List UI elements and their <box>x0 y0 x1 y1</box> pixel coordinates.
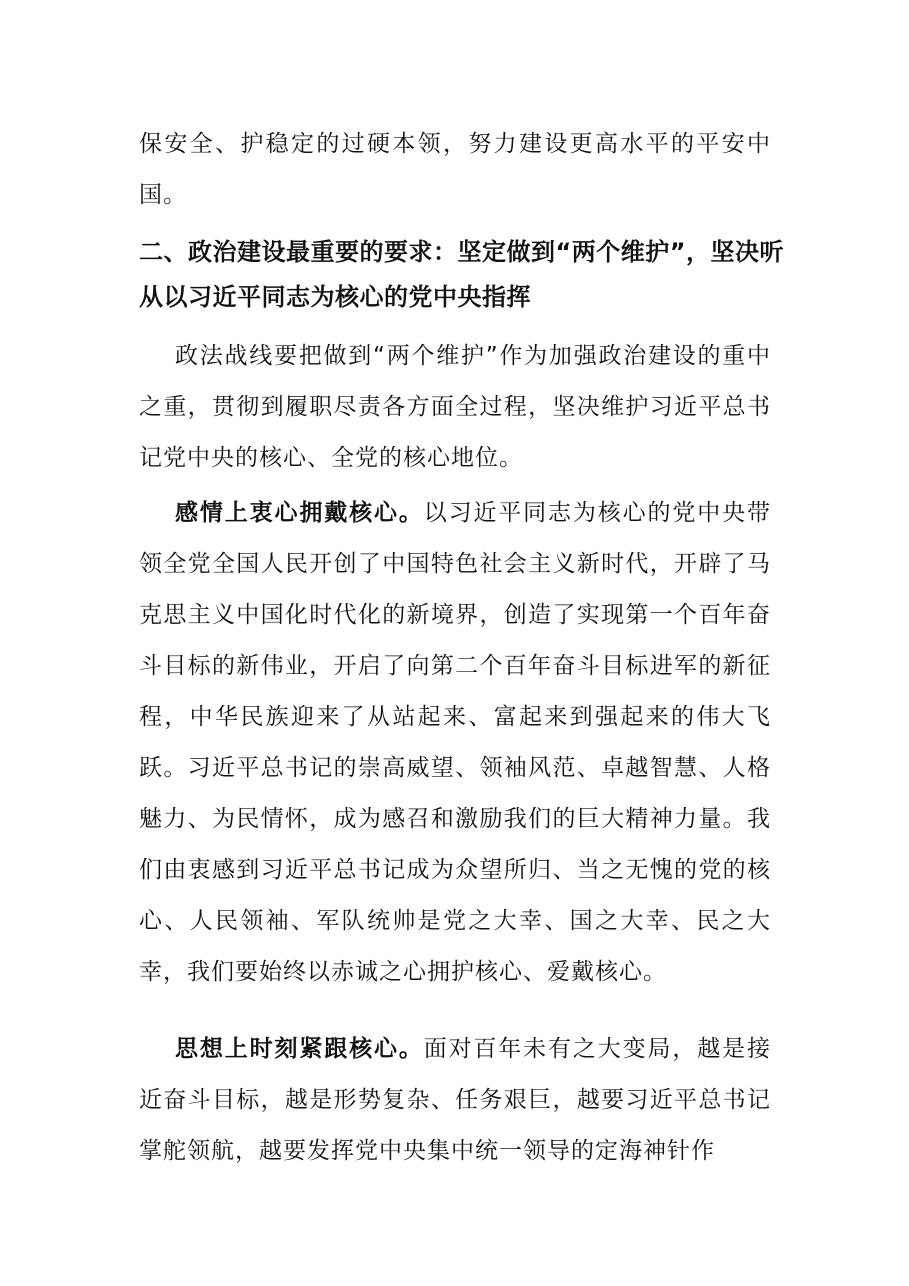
paragraph-3-body: 以习近平同志为核心的党中央带领全党全国人民开创了中国特色社会主义新时代，开辟了马克思主义中国化时代化的新境界，创造了实现第一个百年奋斗目标的新伟业，开启了向第二个百年奋斗目标进军的新征程，中华民族迎来了从站起来、富起来到强起来的伟大飞跃。习近平总书记的崇高威望、领袖风范、卓越智慧、人格魅力、为民情怀，成为感召和激励我们的巨大精神力量。我们由衷感到习近平总书记成为众望所归、当之无愧的党的核心、人民领袖、军队统帅是党之大幸、国之大幸、民之大幸，我们要始终以赤诚之心拥护核心、爱戴核心。 <box>139 500 772 985</box>
paragraph-4-body: 面对百年未有之大变局，越是接近奋斗目标，越是形势复杂、任务艰巨，越要习近平总书记掌舵领航，越要发挥党中央集中统一领导的定海神针作 <box>139 1036 771 1164</box>
section-2-heading-text: 二、政治建设最重要的要求：坚定做到“两个维护”，坚决听从以习近平同志为核心的党中央指挥 <box>139 238 785 311</box>
section-2-heading <box>139 230 789 320</box>
paragraph-1 <box>139 119 771 221</box>
paragraph-2-text: 政法战线要把做到“两个维护”作为加强政治建设的重中之重，贯彻到履职尽责各方面全过程，坚决维护习近平总书记党中央的核心、全党的核心地位。 <box>139 343 771 471</box>
paragraph-4 <box>139 1024 771 1184</box>
paragraph-4-lead: 思想上时刻紧跟核心。 <box>175 1036 424 1062</box>
paragraph-3-lead: 感情上衷心拥戴核心。 <box>175 500 424 526</box>
paragraph-1-text: 保安全、护稳定的过硬本领，努力建设更高水平的平安中国。 <box>139 131 771 208</box>
paragraph-3 <box>139 488 771 998</box>
paragraph-2 <box>139 331 771 484</box>
